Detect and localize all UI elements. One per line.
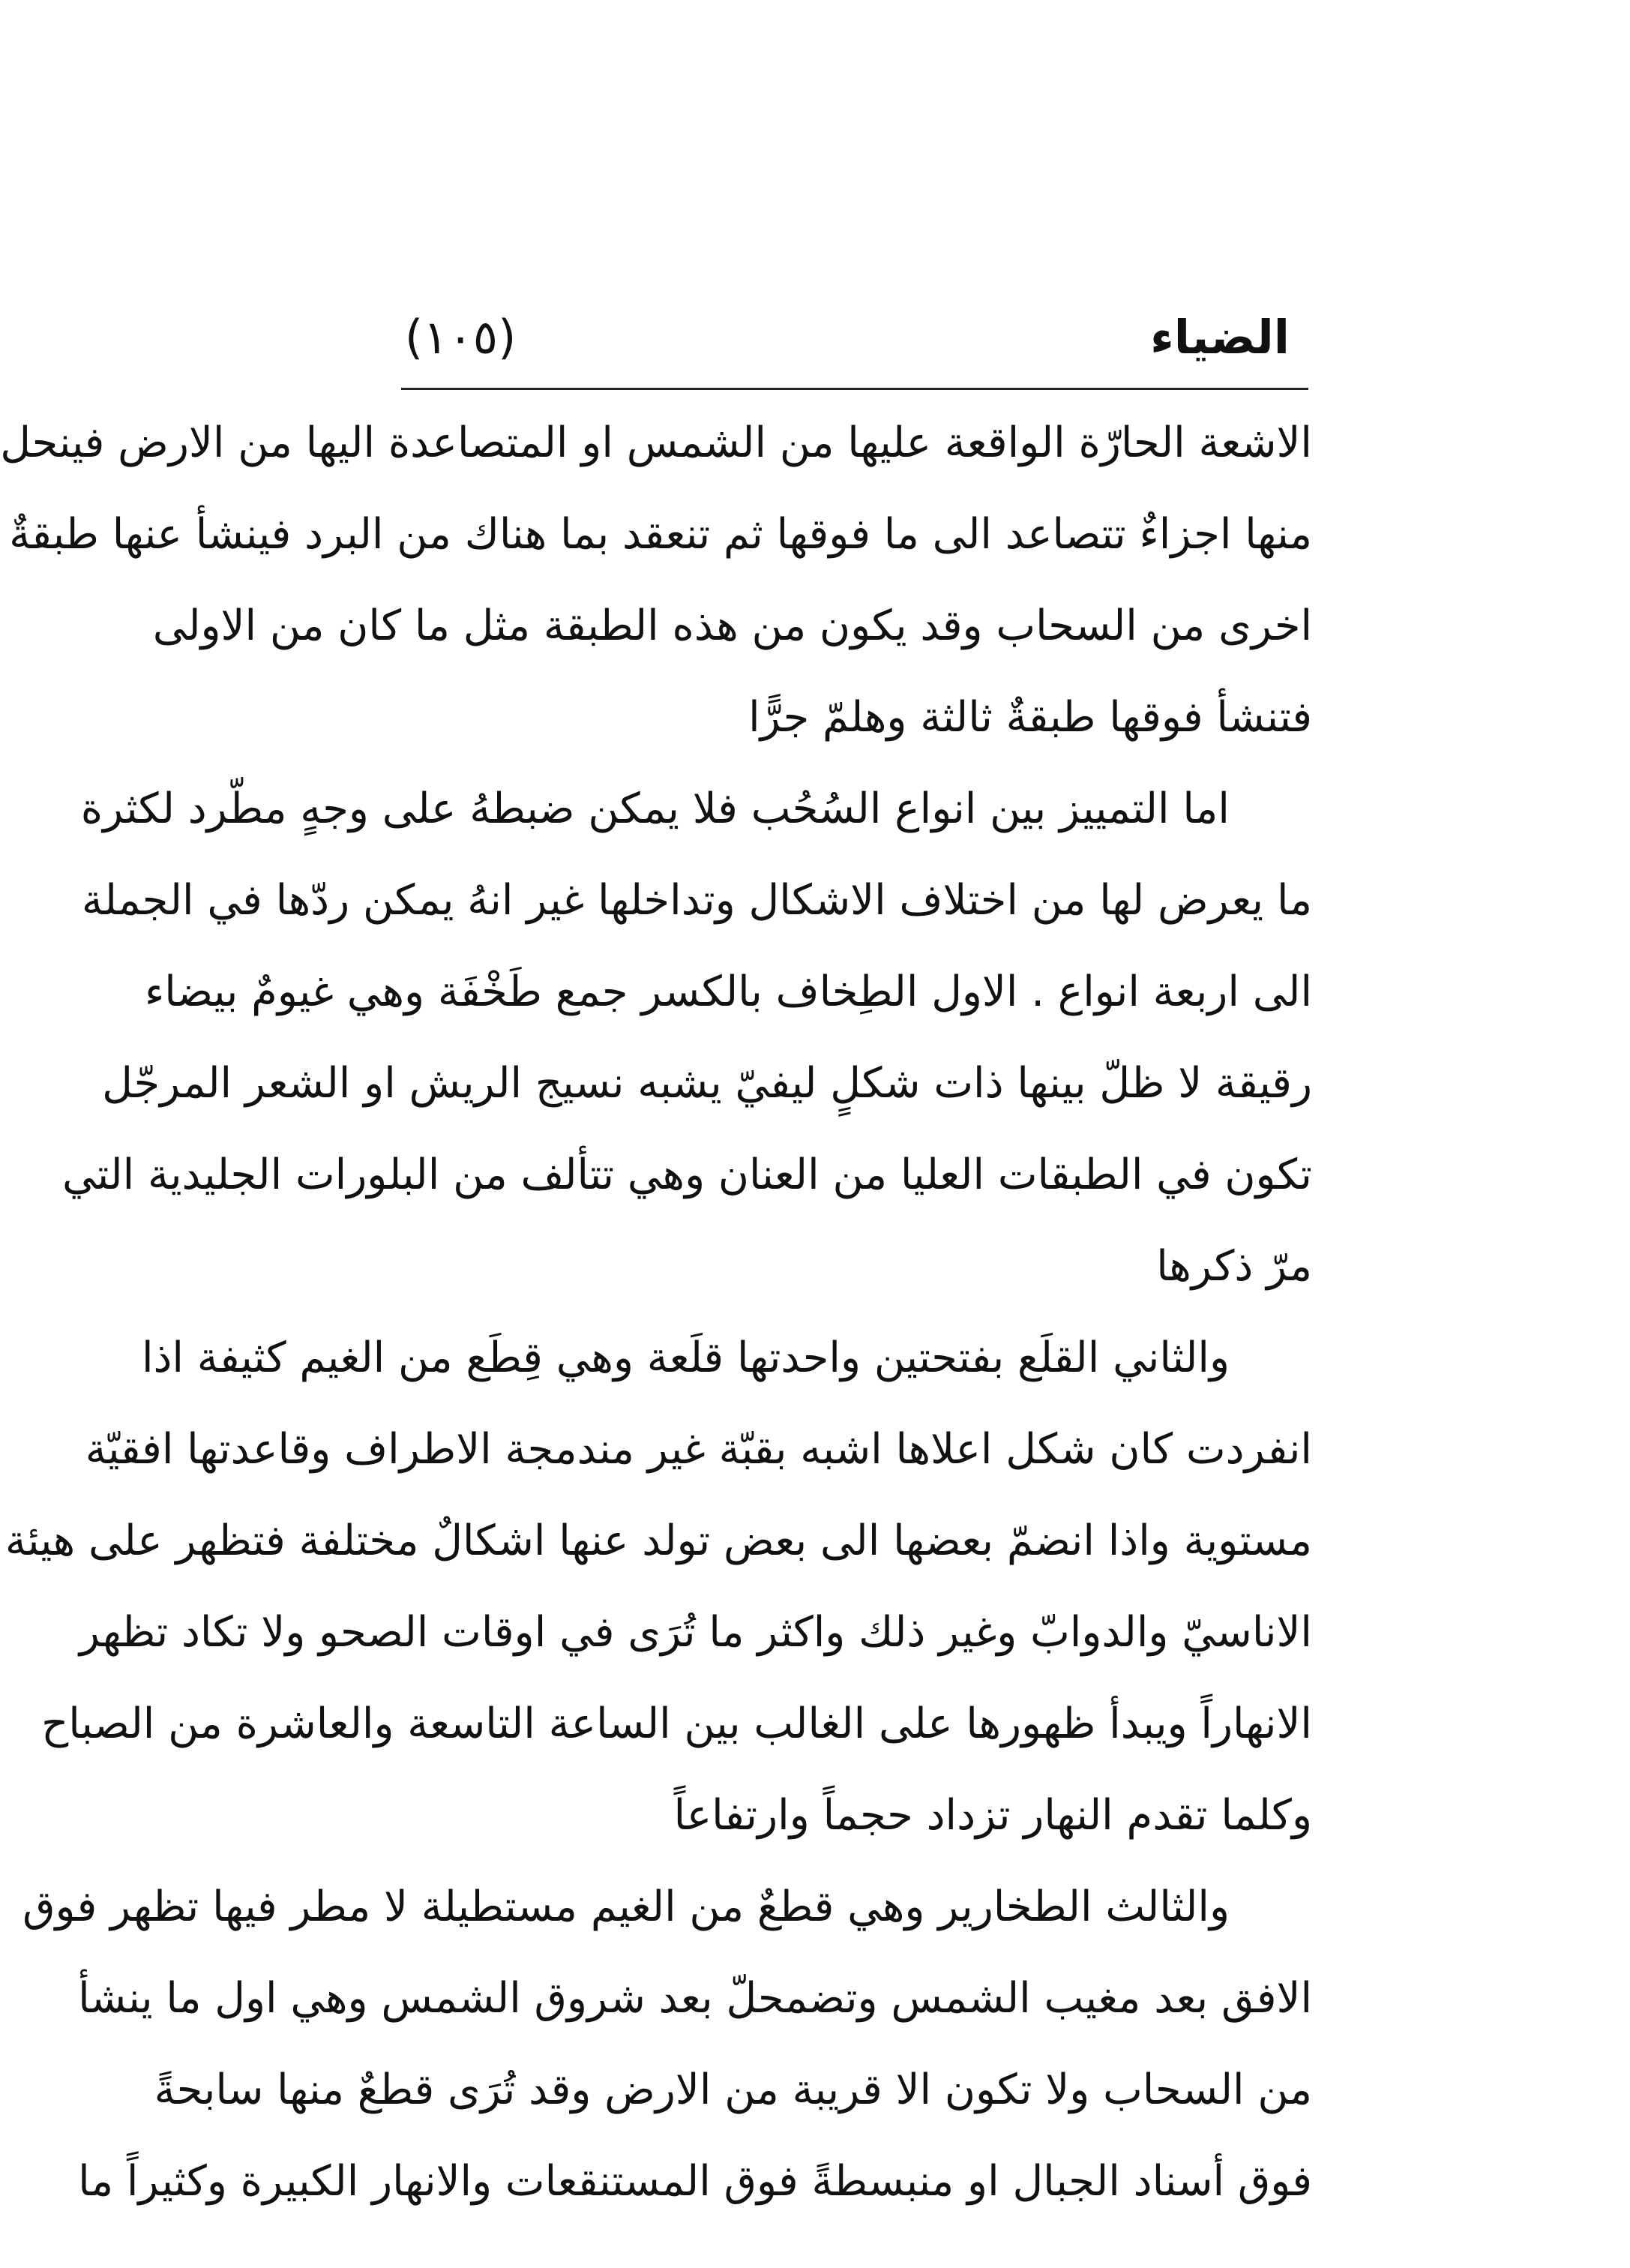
- text-line: مستوية واذا انضمّ بعضها الى بعض تولد عنها اشكالٌ مختلفة فتظهر على هيئة: [4, 1516, 1312, 1565]
- page-header: [397, 300, 1290, 382]
- text-line: مرّ ذكرها: [1156, 1242, 1312, 1291]
- text-line: الافق بعد مغيب الشمس وتضمحلّ بعد شروق الشمس وهي اول ما ينشأ: [78, 1974, 1312, 2023]
- text-line: فتنشأ فوقها طبقةٌ ثالثة وهلمّ جرًّا: [748, 693, 1312, 742]
- journal-title: الضياء: [1150, 310, 1290, 364]
- text-line: والثاني القلَع بفتحتين واحدتها قلَعة وهي قِطَع من الغيم كثيفة اذا: [141, 1334, 1230, 1382]
- text-line: الانهاراً ويبدأ ظهورها على الغالب بين الساعة التاسعة والعاشرة من الصباح: [41, 1700, 1312, 1748]
- text-line: رقيقة لا ظلّ بينها ذات شكلٍ ليفيّ يشبه نسيج الريش او الشعر المرجّل: [102, 1059, 1312, 1108]
- text-line: ما يعرض لها من اختلاف الاشكال وتداخلها غير انهُ يمكن ردّها في الجملة: [81, 876, 1312, 925]
- header-rule: [401, 388, 1308, 390]
- text-line: فوق أسناد الجبال او منبسطةً فوق المستنقعات والانهار الكبيرة وكثيراً ما: [78, 2157, 1312, 2206]
- text-line: والثالث الطخارير وهي قطعٌ من الغيم مستطيلة لا مطر فيها تظهر فوق: [22, 1882, 1230, 1931]
- text-line: الاناسيّ والدوابّ وغير ذلك واكثر ما تُرَى في اوقات الصحو ولا تكاد تظهر: [79, 1608, 1312, 1657]
- page-number: (١٠٥): [405, 310, 517, 364]
- text-line: اما التمييز بين انواع السُحُب فلا يمكن ضبطهُ على وجهٍ مطّرد لكثرة: [80, 784, 1230, 833]
- body-text: [0, 398, 1312, 2228]
- text-line: انفردت كان شكل اعلاها اشبه بقبّة غير مندمجة الاطراف وقاعدتها افقيّة: [85, 1425, 1312, 1474]
- text-line: وكلما تقدم النهار تزداد حجماً وارتفاعاً: [673, 1791, 1312, 1840]
- text-line: تكون في الطبقات العليا من العنان وهي تتألف من البلورات الجليدية التي: [61, 1150, 1312, 1199]
- text-line: اخرى من السحاب وقد يكون من هذه الطبقة مثل ما كان من الاولى: [152, 602, 1312, 650]
- text-line: الاشعة الحارّة الواقعة عليها من الشمس او المتصاعدة اليها من الارض فينحل: [0, 418, 1312, 467]
- text-line: من السحاب ولا تكون الا قريبة من الارض وقد تُرَى قطعٌ منها سابحةً: [154, 2066, 1312, 2114]
- text-line: منها اجزاءٌ تتصاعد الى ما فوقها ثم تنعقد بما هناك من البرد فينشأ عنها طبقةٌ: [9, 510, 1312, 559]
- text-line: الى اربعة انواع . الاول الطِخاف بالكسر جمع طَخْفَة وهي غيومٌ بيضاء: [144, 968, 1312, 1016]
